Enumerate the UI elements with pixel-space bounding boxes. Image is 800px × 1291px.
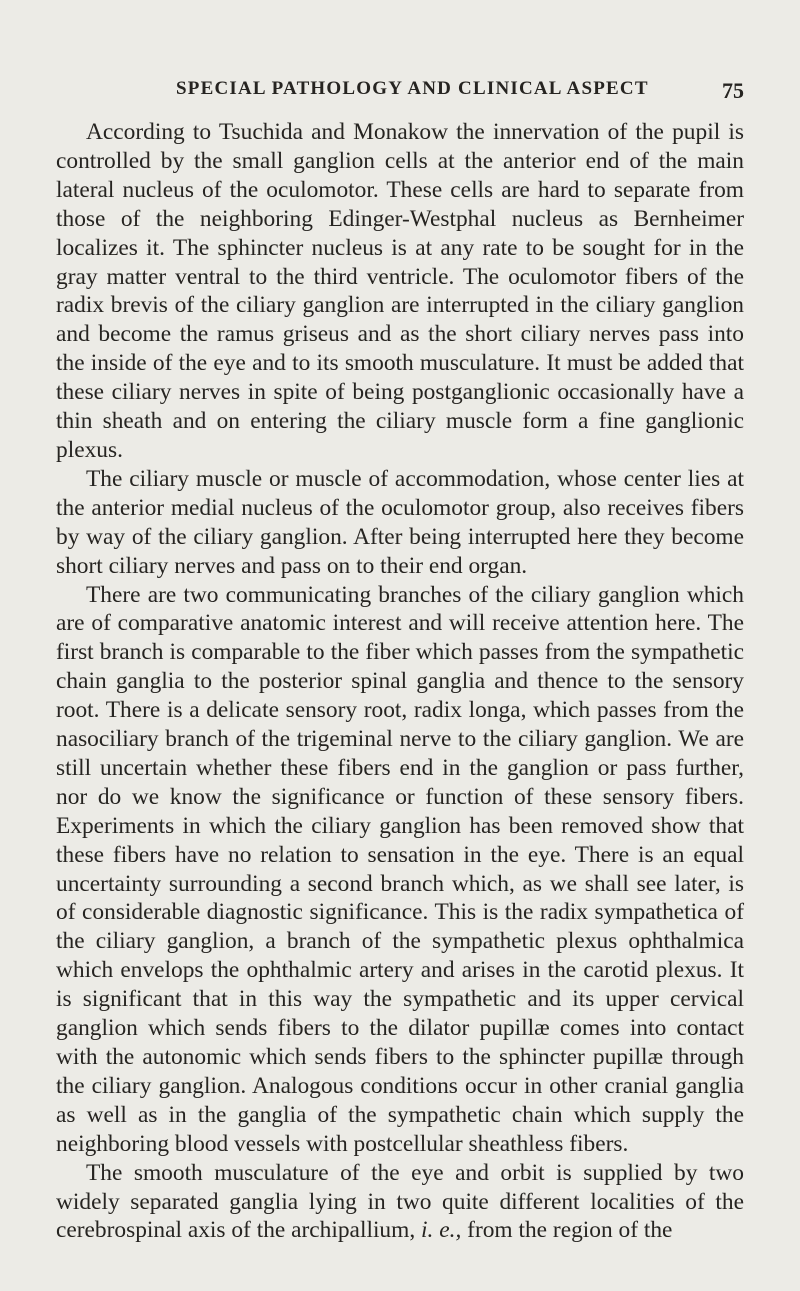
page-number: 75 [722,78,744,103]
paragraph-3: There are two communicating branches of the ciliary ganglion which are of comparative anatomic interest and will receive attention here. The first branch is comparable to the fiber which passes from the sympathetic chain ganglia to the posterior spinal ganglia and thence to the sensory root. There is a delicate sensory root, radix longa, which passes from the nasociliary branch of the trigeminal nerve to the ciliary ganglion. We are still uncertain whether these fibers end in the ganglion or pass further, nor do we know the significance or function of these sensory fibers. Experiments in which the ciliary ganglion has been removed show that these fibers have no relation to sensation in the eye. There is an equal uncertainty surrounding a second branch which, as we shall see later, is of considerable diagnostic significance. This is the radix sympathetica of the ciliary ganglion, a branch of the sympathetic plexus ophthalmica which envelops the ophthalmic artery and arises in the carotid plexus. It is significant that in this way the sympathetic and its upper cervical ganglion which sends fibers to the dilator pupillæ comes into contact with the autonomic which sends fibers to the sphincter pupillæ through the ciliary ganglion. Analogous conditions occur in other cranial ganglia as well as in the ganglia of the sympathetic chain which supply the neighboring blood vessels with postcellular sheathless fibers. [56,581,744,1157]
paragraph-4-text-a: The smooth musculature of the eye and orbit is supplied by two widely separated ganglia lying in two quite different localities of the cerebrospinal axis of the archipallium, [56,1159,744,1244]
running-head [56,78,744,108]
paragraph-2: The ciliary muscle or muscle of accommodation, whose center lies at the anterior medial nucleus of the oculomotor group, also receives fibers by way of the ciliary ganglion. After being interrupted here they become short ciliary nerves and pass on to their end organ. [56,465,744,579]
paragraph-4-text-b: from the region of the [461,1217,673,1244]
paragraph-1: According to Tsuchida and Monakow the innervation of the pupil is controlled by the small ganglion cells at the anterior end of the main lateral nucleus of the oculomotor. These cells are hard to separate from those of the neighboring Edinger-Westphal nucleus as Bernheimer localizes it. The sphincter nucleus is at any rate to be sought for in the gray matter ventral to the third ventricle. The oculomotor fibers of the radix brevis of the ciliary ganglion are interrupted in the ciliary ganglion and become the ramus griseus and as the short ciliary nerves pass into the inside of the eye and to its smooth musculature. It must be added that these ciliary nerves in spite of being postganglionic occasionally have a thin sheath and on entering the ciliary muscle form a fine ganglionic plexus. [56,119,744,463]
running-title: SPECIAL PATHOLOGY AND CLINICAL ASPECT [176,78,649,99]
paragraph-4 [56,1159,744,1246]
paragraph-4-italic: i. e., [421,1217,462,1244]
body-text [56,118,744,1245]
